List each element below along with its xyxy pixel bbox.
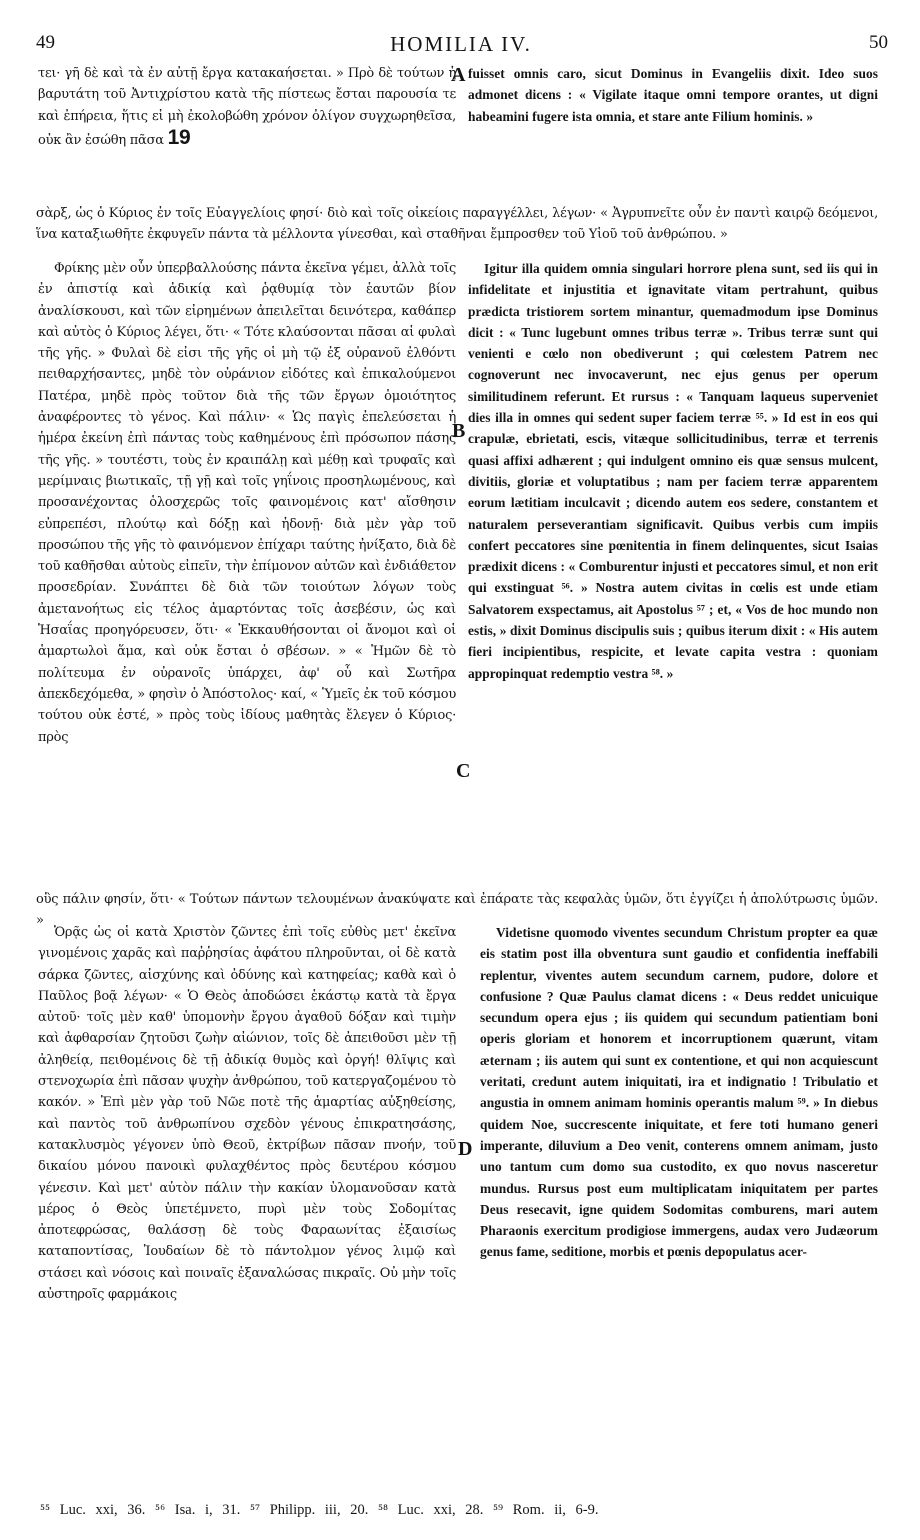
footnotes: ⁵⁵ Luc. xxi, 36. ⁵⁶ Isa. i, 31. ⁵⁷ Philipp. iii, 20. ⁵⁸ Luc. xxi, 28. ⁵⁹ Rom. ii, 6-9. <box>40 1502 599 1518</box>
greek-text-2: Φρίκης μὲν οὖν ὑπερβαλλούσης πάντα ἐκεῖνα γέμει, ἀλλὰ τοῖς ἐν ἀπιστίᾳ καὶ ἀδικίᾳ καὶ ῥᾳθυμίᾳ τὸν ἑαυτῶν βίον ἀναλίσκουσι, καὶ τῶν εἰρημένων ἀπειλεῖται δεινότερα, καθάπερ καὶ αὐτὸς ὁ Κύριος λέγει, ὅτι· « Τότε κλαύσονται πᾶσαι αἱ φυλαὶ τῆς γῆς. » Φυλαὶ δὲ εἰσι τῆς γῆς οἱ μὴ τῷ ἐξ οὐρανοῦ ἐλθόντι πειθαρχήσαντες, μηδὲ τὸν οὐράνιον εἰδότες καὶ ἐπικαλούμενοι Πατέρα, μηδὲ πρὸς τοῦτον διὰ τῆς τῶν ἔργων ὁμοιότητος ἀναφέροντες τὸ γένος. Καὶ πάλιν· « Ὡς παγὶς ἐπελεύσεται ἡ ἡμέρα ἐκείνη ἐπὶ πάντας τοὺς καθημένους ἐπὶ πρόσωπον πάσης τῆς γῆς. » τουτέστι, τοὺς ἐν κραιπάλῃ καὶ μέθῃ καὶ τρυφαῖς καὶ μερίμναις βιωτικαῖς, τῇ γῇ καὶ τοῖς γηΐνοις προσηλωμένους, καὶ προσανέχοντας ὁλοσχερῶς τοῖς φαινομένοις κατ' αἴσθησιν εὐπρεπέσι, πλούτῳ καὶ δόξῃ καὶ ἡδονῇ· διὰ μὲν γὰρ τοῦ προσώπου τῆς γῆς τὸ φαινόμενον ἐπίχαρι ταύτης ἠνίξατο, διὰ δὲ τοῦ καθῆσθαι αὐτοὺς εἰπεῖν, τὴν ἐπίμονον αὐτῶν καὶ ἐνδιάθετον προσεδρίαν. Συνάπτει δὲ διὰ τῶν τοιούτων λόγων τοὺς ἀμετανοήτως εἰς τέλος ἁμαρτόντας τοῖς ἀσεβέσιν, ὡς καὶ Ἡσαΐας προηγόρευσεν, ὅτι· « Ἐκκαυθήσονται οἱ ἄνομοι καὶ οἱ ἁμαρτωλοὶ ἅμα, καὶ οὐκ ἔσται ὁ σβέσων. » « Ἡμῶν δὲ τὸ πολίτευμα ἐν οὐρανοῖς ὑπάρχει, ἀφ' οὗ καὶ Σωτῆρα ἀπεκδεχόμεθα, » φησὶν ὁ Ἀπόστολος· καί, « Ὑμεῖς ἐκ τοῦ κόσμου τούτου οὐκ ἐστέ, » πρὸς τοὺς ἰδίους μαθητὰς ἔλεγεν ὁ Κύριος· πρὸς <box>38 261 456 745</box>
latin-column-section-1 <box>468 63 878 191</box>
margin-letter-a: A <box>451 64 466 86</box>
greek-column-section-2 <box>38 258 456 876</box>
page-number-left: 49 <box>36 32 55 53</box>
running-title: HOMILIA IV. <box>390 32 532 56</box>
greek-column-section-1 <box>38 63 456 191</box>
latin-text-3: Videtisne quomodo viventes secundum Christum propter ea quæ eis statim post illa obventura sunt gaudio et confidentia ineffabili replentur, viventes autem secundum carnem, pudore, dolore et confusione ? Quæ Paulus clamat dicens : « Deus reddet unicuique secundum opera ejus ; iis quidem qui secundum patientiam boni operis gloriam et honorem et incorruptionem quærunt, vitam æternam ; iis autem qui sunt ex contentione, et qui non acquiescunt veritati, credunt autem iniquitati, ira et indignatio ! Tribulatio et angustia in omnem animam hominis operantis malum ⁵⁹. » In diebus quidem Noe, succrescente iniquitate, et fere toti humano generi imperante, diluvium a Deo venit, conterens omnem animam, justo uno tantum cum domo sua custodito, ex quo novus nasceretur mundus. Rursus post eum multiplicatam iniquitatem per partes Deus resecavit, igne quidem Sodomitas comburens, mari autem Pharaonis exercitum prodigiose immergens, audax vero Judæorum genus fame, seditione, morbis et pœnis depopulatus acer- <box>480 925 878 1260</box>
greek-text-1: τει· γῆ δὲ καὶ τὰ ἐν αὐτῇ ἔργα κατακαήσεται. » Πρὸ δὲ τούτων ἡ βαρυτάτη τοῦ Ἀντιχρίστου κατὰ τῆς πίστεως ἔσται παρουσία τε καὶ ἐπήρεια, ἥτις εἰ μὴ ἐκολοβώθη χρόνον ὀλίγον συγχωρηθεῖσα, οὐκ ἂν ἐσώθη πᾶσα <box>38 66 456 148</box>
latin-column-section-2 <box>468 258 878 870</box>
greek-wide-line-2 <box>36 876 878 929</box>
greek-text-1-tail: σὰρξ, ὡς ὁ Κύριος ἐν τοῖς Εὐαγγελίοις φησί· διὸ καὶ τοῖς οἰκείοις παραγγέλλει, λέγων· « Ἀγρυπνεῖτε οὖν ἐν παντὶ καιρῷ δεόμενοι, ἵνα καταξιωθῆτε ἐκφυγεῖν πάντα τὰ μέλλοντα γίνεσθαι, καὶ σταθῆναι ἔμπροσθεν τοῦ Υἱοῦ τοῦ ἀνθρώπου. » <box>36 206 878 243</box>
latin-text-2: Igitur illa quidem omnia singulari horrore plena sunt, sed iis qui in infidelitate et injustitia et ignavitate vitam pertrahunt, quibus prædicta tristiorem sortem minantur, quemadmodum ipse Dominus dicit : « Tunc lugebunt omnes tribus terræ ». Tribus terræ sunt qui venienti e cœlo non obediverunt ; qui cœlestem Patrem nec cognoverunt nec invocaverunt, nec ejus genus per operum similitudinem referunt. Et rursus : « Tanquam laqueus superveniet dies illa in omnes qui sedent super faciem terræ ⁵⁵. » Id est in eos qui crapulæ, ebrietati, escis, vitæque sollicitudinibus, terræ et terrenis quasi affixi adhærent ; qui indulgent omnino eis quæ sensus mulcent, divitiis, gloriæ et voluptatibus ; nam per faciem terræ apparentem eorum lætitiam inculcavit ; dicendo autem eos sedere, constantem et naturalem perseverantiam significavit. Quibus verbis cum impiis confert peccatores sine pœnitentia in finem delinquentes, sicut Isaias prædixit dicens : « Comburentur injusti et peccatores simul, et non erit qui exstinguat ⁵⁶. » Nostra autem civitas in cœlis est unde etiam Salvatorem exspectamus, ait Apostolus ⁵⁷ ; et, « Vos de hoc mundo non estis, » dixit Dominus discipulis suis ; quibus iterum dixit : « His autem fieri incipientibus, respicite, et levate capita vestra : quoniam appropinquat redemptio vestra ⁵⁸. » <box>468 261 878 681</box>
page-number-right: 50 <box>869 32 888 53</box>
margin-letter-b: B <box>452 420 466 442</box>
margin-letter-c: C <box>456 760 471 782</box>
latin-text-1: fuisset omnis caro, sicut Dominus in Evangeliis dixit. Ideo suos admonet dicens : « Vigilate itaque omni tempore orantes, ut digni habeamini fugere ista omnia, et stare ante Filium hominis. » <box>468 66 878 124</box>
greek-wide-line-1 <box>36 190 878 254</box>
running-header <box>30 30 892 56</box>
greek-column-section-3 <box>38 922 456 1488</box>
seal-number: 19 <box>167 125 191 149</box>
greek-text-3: Ὁρᾷς ὡς οἱ κατὰ Χριστὸν ζῶντες ἐπὶ τοῖς εὐθὺς μετ' ἐκεῖνα γινομένοις χαρᾶς καὶ παῤῥησίας ἀφάτου πληροῦνται, οἱ δὲ κατὰ σάρκα ζῶντες, αἰσχύνης καὶ ὀδύνης καὶ κατηφείας; καθὰ καὶ ὁ Παῦλος βοᾷ λέγων· « Ὁ Θεὸς ἀποδώσει ἑκάστῳ κατὰ τὰ ἔργα αὐτοῦ· τοῖς μὲν καθ' ὑπομονὴν ἔργου ἀγαθοῦ δόξαν καὶ τιμὴν καὶ ἀφθαρσίαν ζητοῦσι ζωὴν αἰώνιον, τοῖς δὲ ἀπειθοῦσι μὲν τῇ ἀληθείᾳ, πειθομένοις δὲ τῇ ἀδικίᾳ θυμὸς καὶ ὀργή! θλῖψις καὶ στενοχωρία ἐπὶ πᾶσαν ψυχὴν ἀνθρώπου, τοῦ κατεργαζομένου τὸ κακόν. » Ἐπὶ μὲν γὰρ τοῦ Νῶε ποτὲ τῆς ἁμαρτίας αὐξηθείσης, καὶ παντὸς τοῦ ἀνθρωπίνου σχεδὸν γένους ἐπικρατησάσης, κατακλυσμὸς γέγονεν ὑπὸ Θεοῦ, ἐκτρίβων πᾶσαν πνοήν, τοῦ δικαίου μόνου πανοικὶ φυλαχθέντος πρὸς δευτέρου κόσμου γένεσιν. Καὶ μετ' αὐτὸν πάλιν τὴν κακίαν ὑλομανοῦσαν κατὰ μέρος ὁ Θεὸς ὑπετέμνετο, πυρὶ μὲν τοὺς Σοδομίτας ἀποτεφρώσας, θαλάσσῃ δὲ τοὺς Φαραωνίτας ἐξαισίως καταποντίσας, Ἰουδαίων δὲ τὸ πάντολμον γένος λιμῷ καὶ στάσει καὶ νόσοις καὶ ποιναῖς ἐξαναλώσας πικραῖς. Οὐ μὴν τοῖς αὐστηροῖς φαρμάκοις <box>38 925 456 1303</box>
margin-letter-d: D <box>458 1138 473 1160</box>
greek-text-2-tail: οὓς πάλιν φησίν, ὅτι· « Τούτων πάντων τελουμένων ἀνακύψατε καὶ ἐπάρατε τὰς κεφαλὰς ὑμῶν, ὅτι ἐγγίζει ἡ ἀπολύτρωσις ὑμῶν. » <box>36 892 878 929</box>
latin-column-section-3 <box>480 922 878 1488</box>
